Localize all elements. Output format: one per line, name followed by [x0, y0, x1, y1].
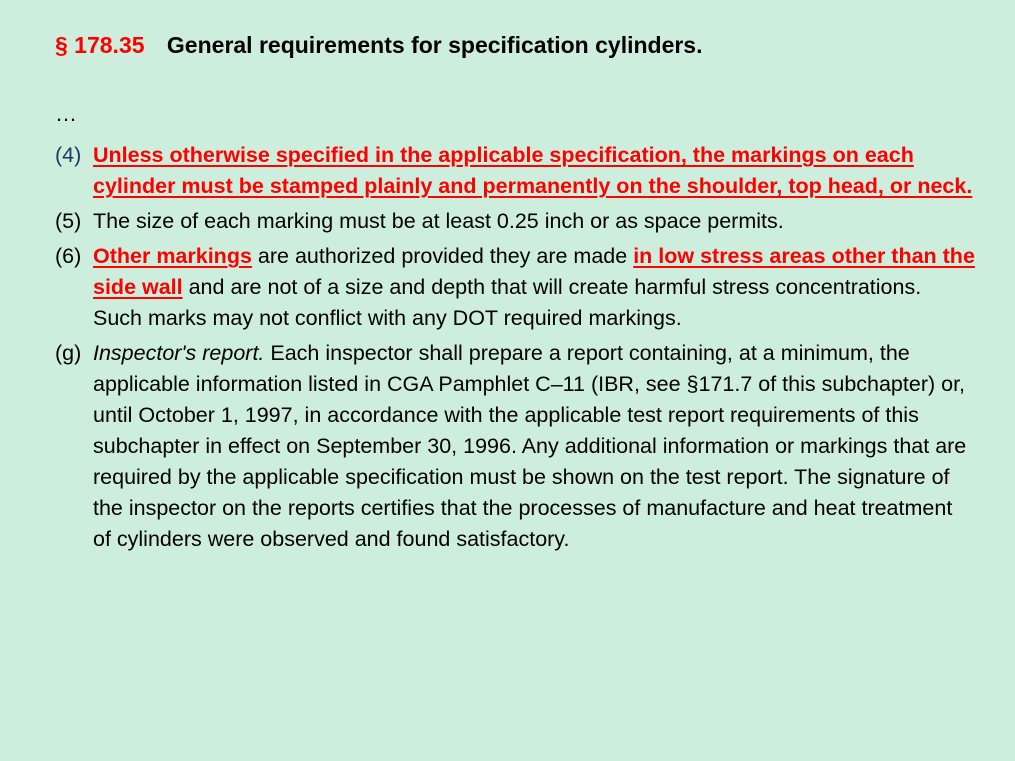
paragraph-6 — [55, 241, 975, 334]
paragraph-text: and are not of a size and depth that will create harmful stress concentrations. Such marks may not conflict with any DOT required markings. — [93, 275, 922, 330]
paragraph-body: The size of each marking must be at least 0.25 inch or as space permits. — [93, 209, 784, 233]
paragraph-body — [93, 241, 975, 334]
paragraph-4 — [55, 140, 975, 202]
paragraph-g — [55, 338, 975, 555]
paragraph-body — [93, 338, 975, 555]
section-title — [55, 30, 703, 60]
paragraph-5 — [55, 206, 975, 237]
highlighted-text: in low stress areas other than the side wall — [93, 244, 975, 299]
paragraph-number: (g) — [55, 341, 82, 365]
paragraph-heading: Inspector's report. — [93, 341, 265, 365]
paragraph-list — [55, 140, 975, 559]
paragraph-number: (4) — [55, 143, 82, 167]
section-number-link[interactable]: § 178.35 — [55, 32, 145, 58]
highlighted-text: Other markings — [93, 244, 252, 268]
paragraph-number: (6) — [55, 244, 82, 268]
highlighted-text: Unless otherwise specified in the applicable specification, the markings on each cylinder must be stamped plainly and permanently on the shoulder, top head, or neck. — [93, 143, 973, 198]
omission-ellipsis: … — [55, 101, 77, 126]
section-title-text: General requirements for specification cylinders. — [166, 32, 703, 58]
paragraph-body — [93, 140, 975, 202]
paragraph-number: (5) — [55, 209, 82, 233]
paragraph-text: Each inspector shall prepare a report containing, at a minimum, the applicable information listed in CGA Pamphlet C–11 (IBR, see §171.7 of this subchapter) or, until October 1, 1997, in accordance with the applicable test report requirements of this subchapter in effect on September 30, 1996. Any additional information or markings that are required by the applicable specification must be shown on the test report. The signature of the inspector on the reports certifies that the processes of manufacture and heat treatment of cylinders were observed and found satisfactory. — [93, 341, 967, 551]
paragraph-text: are authorized provided they are made — [251, 244, 634, 268]
